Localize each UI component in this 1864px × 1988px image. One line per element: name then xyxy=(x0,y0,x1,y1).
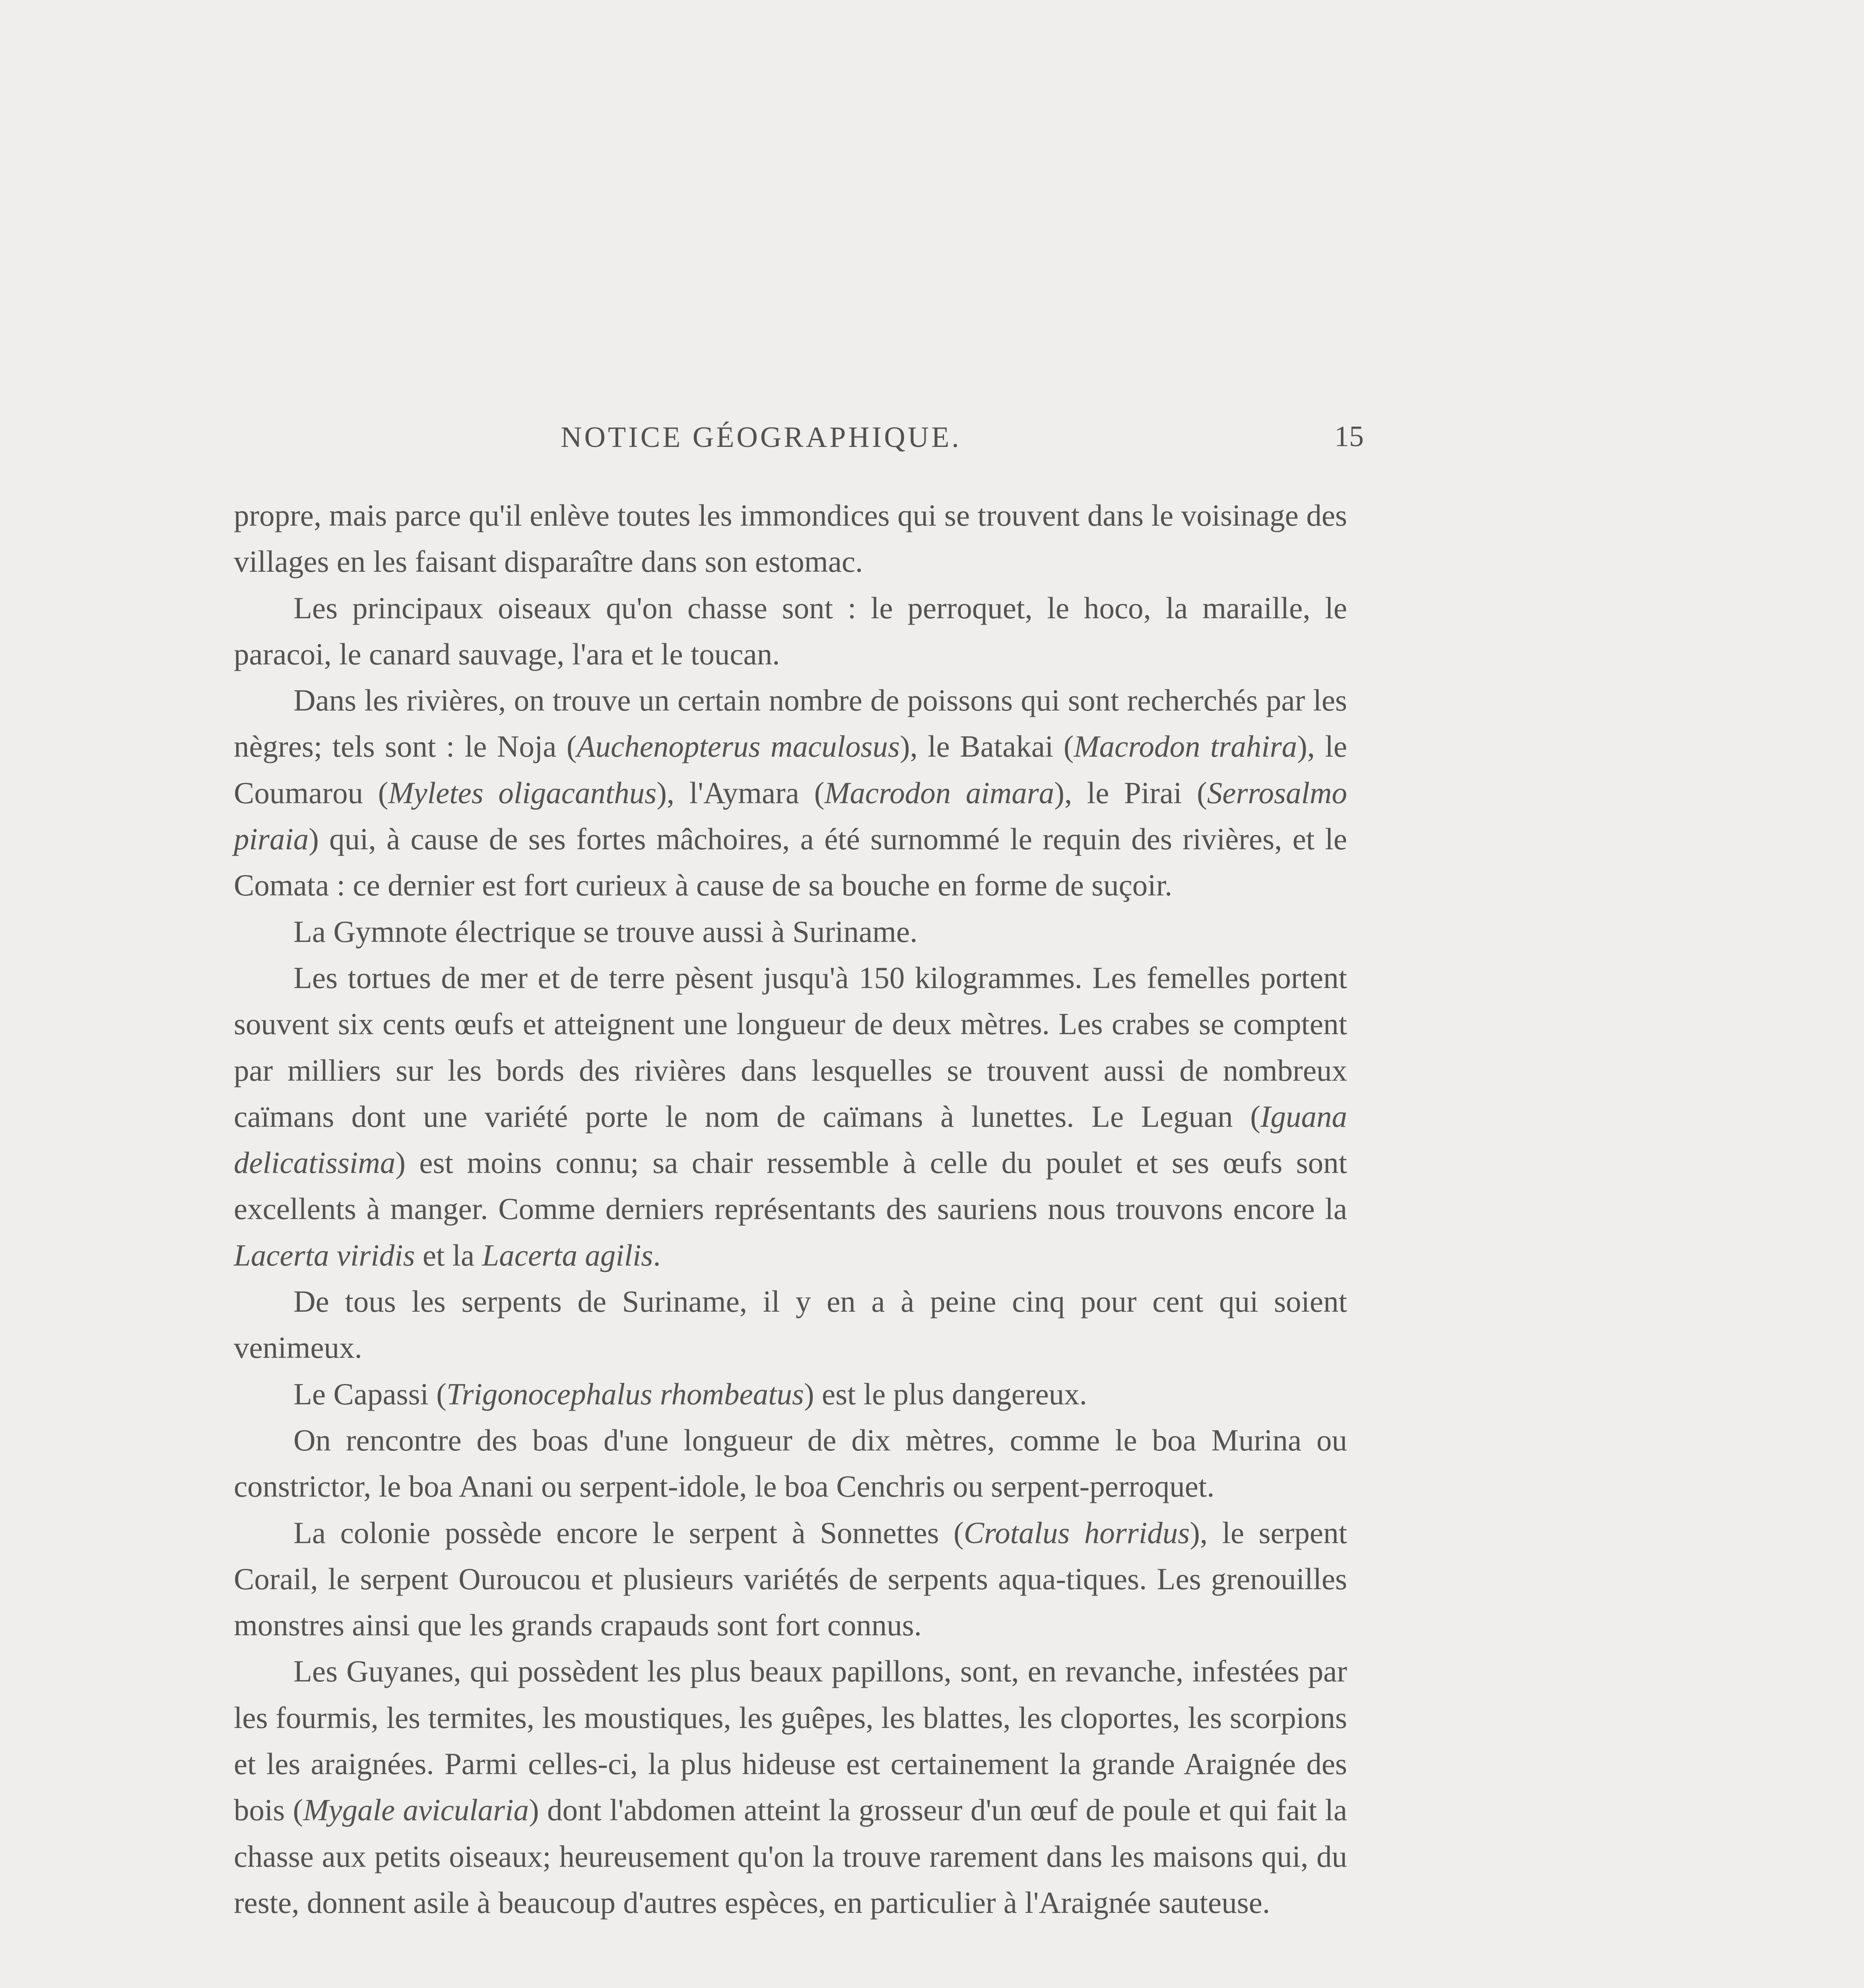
scientific-name: Iguana delicatissima xyxy=(234,1099,1347,1180)
page-number: 15 xyxy=(1334,420,1364,453)
paragraph-7 xyxy=(234,1371,1347,1417)
text-run: Dans les rivières, on trouve un certain nombre de poissons qui sont recherchés par les nègres; tels sont : le Noja ( xyxy=(234,683,1347,764)
text-run: ), le Pirai ( xyxy=(1054,775,1207,810)
paragraph-2 xyxy=(234,585,1347,678)
scientific-name: Serrosalmo piraia xyxy=(234,775,1347,856)
paragraph-6 xyxy=(234,1278,1347,1371)
text-run: ) dont l'abdomen atteint la grosseur d'un œuf de poule et qui fait la chasse aux petits oiseaux; heureusement qu'on la trouve rarement dans les maisons qui, du reste, donnent asile à beaucoup d'autres espèces, en particulier à l'Araignée sauteuse. xyxy=(234,1793,1347,1920)
text-run: ) qui, à cause de ses fortes mâchoires, a été surnommé le requin des rivières, et le Comata : ce dernier est fort curieux à cause de sa bouche en forme de suçoir. xyxy=(234,822,1347,903)
text-run: et la xyxy=(415,1238,482,1272)
text-run: ), le serpent Corail, le serpent Ouroucou et plusieurs variétés de serpents aqua-tiques. Les grenouilles monstres ainsi que les grands crapauds sont fort connus. xyxy=(234,1515,1347,1642)
body-text xyxy=(234,492,1347,1926)
text-run: Les tortues de mer et de terre pèsent jusqu'à 150 kilogrammes. Les femelles portent souvent six cents œufs et atteignent une longueur de deux mètres. Les crabes se comptent par milliers sur les bords des rivières dans lesquelles se trouvent aussi de nombreux caïmans dont une variété porte le nom de caïmans à lunettes. Le Leguan ( xyxy=(234,960,1347,1134)
text-run: ), le Batakai ( xyxy=(899,729,1074,764)
paragraph-text: On rencontre des boas d'une longueur de dix mètres, comme le boa Murina ou constrictor, le boa Anani ou serpent-idole, le boa Cenchris ou serpent-perroquet. xyxy=(234,1423,1347,1504)
paragraph-4 xyxy=(234,909,1347,955)
paragraph-9 xyxy=(234,1510,1347,1648)
paragraph-5 xyxy=(234,955,1347,1278)
text-run: La colonie possède encore le serpent à Sonnettes ( xyxy=(293,1515,964,1550)
scientific-name: Myletes oligacanthus xyxy=(388,775,657,810)
scientific-name: Trigonocephalus rhombeatus xyxy=(446,1376,804,1411)
scientific-name: Lacerta agilis xyxy=(482,1238,653,1272)
page-header-title: NOTICE GÉOGRAPHIQUE. xyxy=(561,421,961,454)
paragraph-3 xyxy=(234,677,1347,908)
paragraph-text: La Gymnote électrique se trouve aussi à Suriname. xyxy=(293,914,918,949)
text-run: ) est le plus dangereux. xyxy=(804,1376,1087,1411)
text-run: ), l'Aymara ( xyxy=(656,775,825,810)
text-run: ) est moins connu; sa chair ressemble à celle du poulet et ses œufs sont excellents à manger. Comme derniers représentants des sauriens nous trouvons encore la xyxy=(234,1145,1347,1226)
paragraph-text: propre, mais parce qu'il enlève toutes les immondices qui se trouvent dans le voisinage des villages en les faisant disparaître dans son estomac. xyxy=(234,498,1347,579)
text-run: . xyxy=(653,1238,661,1272)
scientific-name: Crotalus horridus xyxy=(963,1515,1190,1550)
paragraph-text: Les principaux oiseaux qu'on chasse sont : le perroquet, le hoco, la maraille, le paracoi, le canard sauvage, l'ara et le toucan. xyxy=(234,590,1347,671)
text-run: ), le Coumarou ( xyxy=(234,729,1348,810)
paragraph-10 xyxy=(234,1648,1347,1926)
paragraph-1 xyxy=(234,492,1347,585)
scientific-name: Lacerta viridis xyxy=(234,1238,415,1272)
scientific-name: Auchenopterus maculosus xyxy=(577,729,900,764)
scientific-name: Macrodon aimara xyxy=(824,775,1054,810)
scientific-name: Macrodon trahira xyxy=(1074,729,1297,764)
scientific-name: Mygale avicularia xyxy=(303,1793,529,1827)
text-run: Le Capassi ( xyxy=(293,1376,447,1411)
paragraph-text: De tous les serpents de Suriname, il y en a à peine cinq pour cent qui soient venimeux. xyxy=(234,1284,1347,1365)
paragraph-8 xyxy=(234,1417,1347,1510)
text-run: Les Guyanes, qui possèdent les plus beaux papillons, sont, en revanche, infestées par les fourmis, les termites, les moustiques, les guêpes, les blattes, les cloportes, les scorpions et les araignées. Parmi celles-ci, la plus hideuse est certainement la grande Araignée des bois ( xyxy=(234,1654,1347,1827)
